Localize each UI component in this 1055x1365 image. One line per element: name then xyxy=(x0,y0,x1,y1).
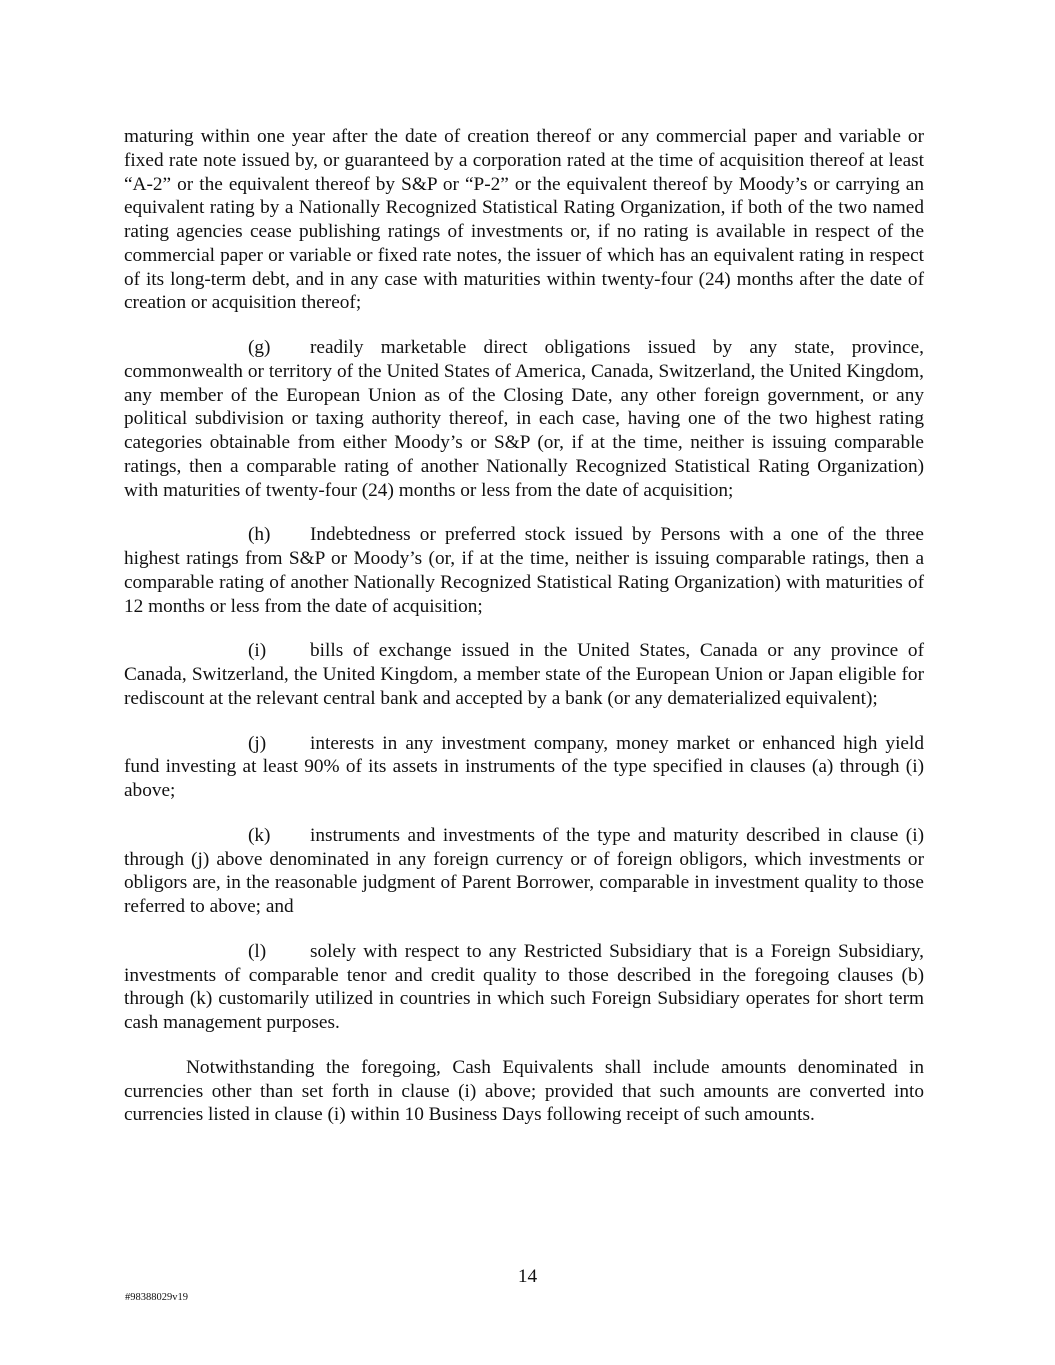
clause-i xyxy=(124,639,924,710)
clause-label: (k) xyxy=(248,824,271,846)
clause-label: (i) xyxy=(248,640,267,662)
clause-text: solely with respect to any Restricted Subsidiary that is a Foreign Subsidiary, investments of comparable tenor and credit quality to those described in the foregoing clauses (b) through (k) customarily utilized in countries in which such Foreign Subsidiary operates for short term cash management purposes. xyxy=(124,940,924,1033)
clause-j xyxy=(124,732,924,803)
clause-label: (g) xyxy=(248,337,271,358)
clause-text: interests in any investment company, money market or enhanced high yield fund investing at least 90% of its assets in instruments of the type specified in clauses (a) through (i) above; xyxy=(124,732,924,801)
clause-text: readily marketable direct obligations issued by any state, province, commonwealth or territory of the United States of America, Canada, Switzerland, the United Kingdom, any member of the European Union as of the Closing Date, any other foreign government, or any political subdivision or taxing authority thereof, in each case, having one of the two highest rating categories obtainable from either Moody’s or S&P (or, if at the time, neither is issuing comparable ratings, then a comparable rating of another Nationally Recognized Statistical Rating Organization) with maturities of twenty-four (24) months or less from the date of acquisition; xyxy=(124,337,924,501)
clause-k xyxy=(124,824,924,919)
document-body xyxy=(124,125,924,1148)
document-id: #98388029v19 xyxy=(125,1292,188,1303)
clause-label: (l) xyxy=(248,940,267,962)
clause-label: (j) xyxy=(248,732,267,754)
clause-text: instruments and investments of the type and maturity described in clause (i) through (j) above denominated in any foreign currency or of foreign obligors, which investments or obligors are, in the reasonable judgment of Parent Borrower, comparable in investment quality to those referred to above; and xyxy=(124,824,924,917)
closing-paragraph: Notwithstanding the foregoing, Cash Equivalents shall include amounts denominated in currencies other than set forth in clause (i) above; provided that such amounts are converted into currencies listed in clause (i) within 10 Business Days following receipt of such amounts. xyxy=(124,1056,924,1126)
clause-text: bills of exchange issued in the United States, Canada or any province of Canada, Switzerland, the United Kingdom, a member state of the European Union or Japan eligible for rediscount at the relevant central bank and accepted by a bank (or any dematerialized equivalent); xyxy=(124,640,924,709)
clause-text: Indebtedness or preferred stock issued by Persons with a one of the three highest ratings from S&P or Moody’s (or, if at the time, neither is issuing comparable ratings, then a comparable rating of another Nationally Recognized Statistical Rating Organization) with maturities of 12 months or less from the date of acquisition; xyxy=(124,524,924,617)
page-number: 14 xyxy=(517,1266,538,1287)
clause-l xyxy=(124,940,924,1035)
opening-paragraph: maturing within one year after the date of creation thereof or any commercial paper and variable or fixed rate note issued by, or guaranteed by a corporation rated at the time of acquisition thereof at least “A-2” or the equivalent thereof by S&P or “P-2” or the equivalent thereof by Moody’s or carrying an equivalent rating by a Nationally Recognized Statistical Rating Organization, if both of the two named rating agencies cease publishing ratings of investments or, if no rating is available in respect of the commercial paper or variable or fixed rate notes, the issuer of which has an equivalent rating in respect of its long-term debt, and in any case with maturities within twenty-four (24) months after the date of creation or acquisition thereof; xyxy=(124,126,924,314)
clause-h xyxy=(124,523,924,618)
clause-label: (h) xyxy=(248,524,271,546)
clause-g xyxy=(124,336,924,502)
